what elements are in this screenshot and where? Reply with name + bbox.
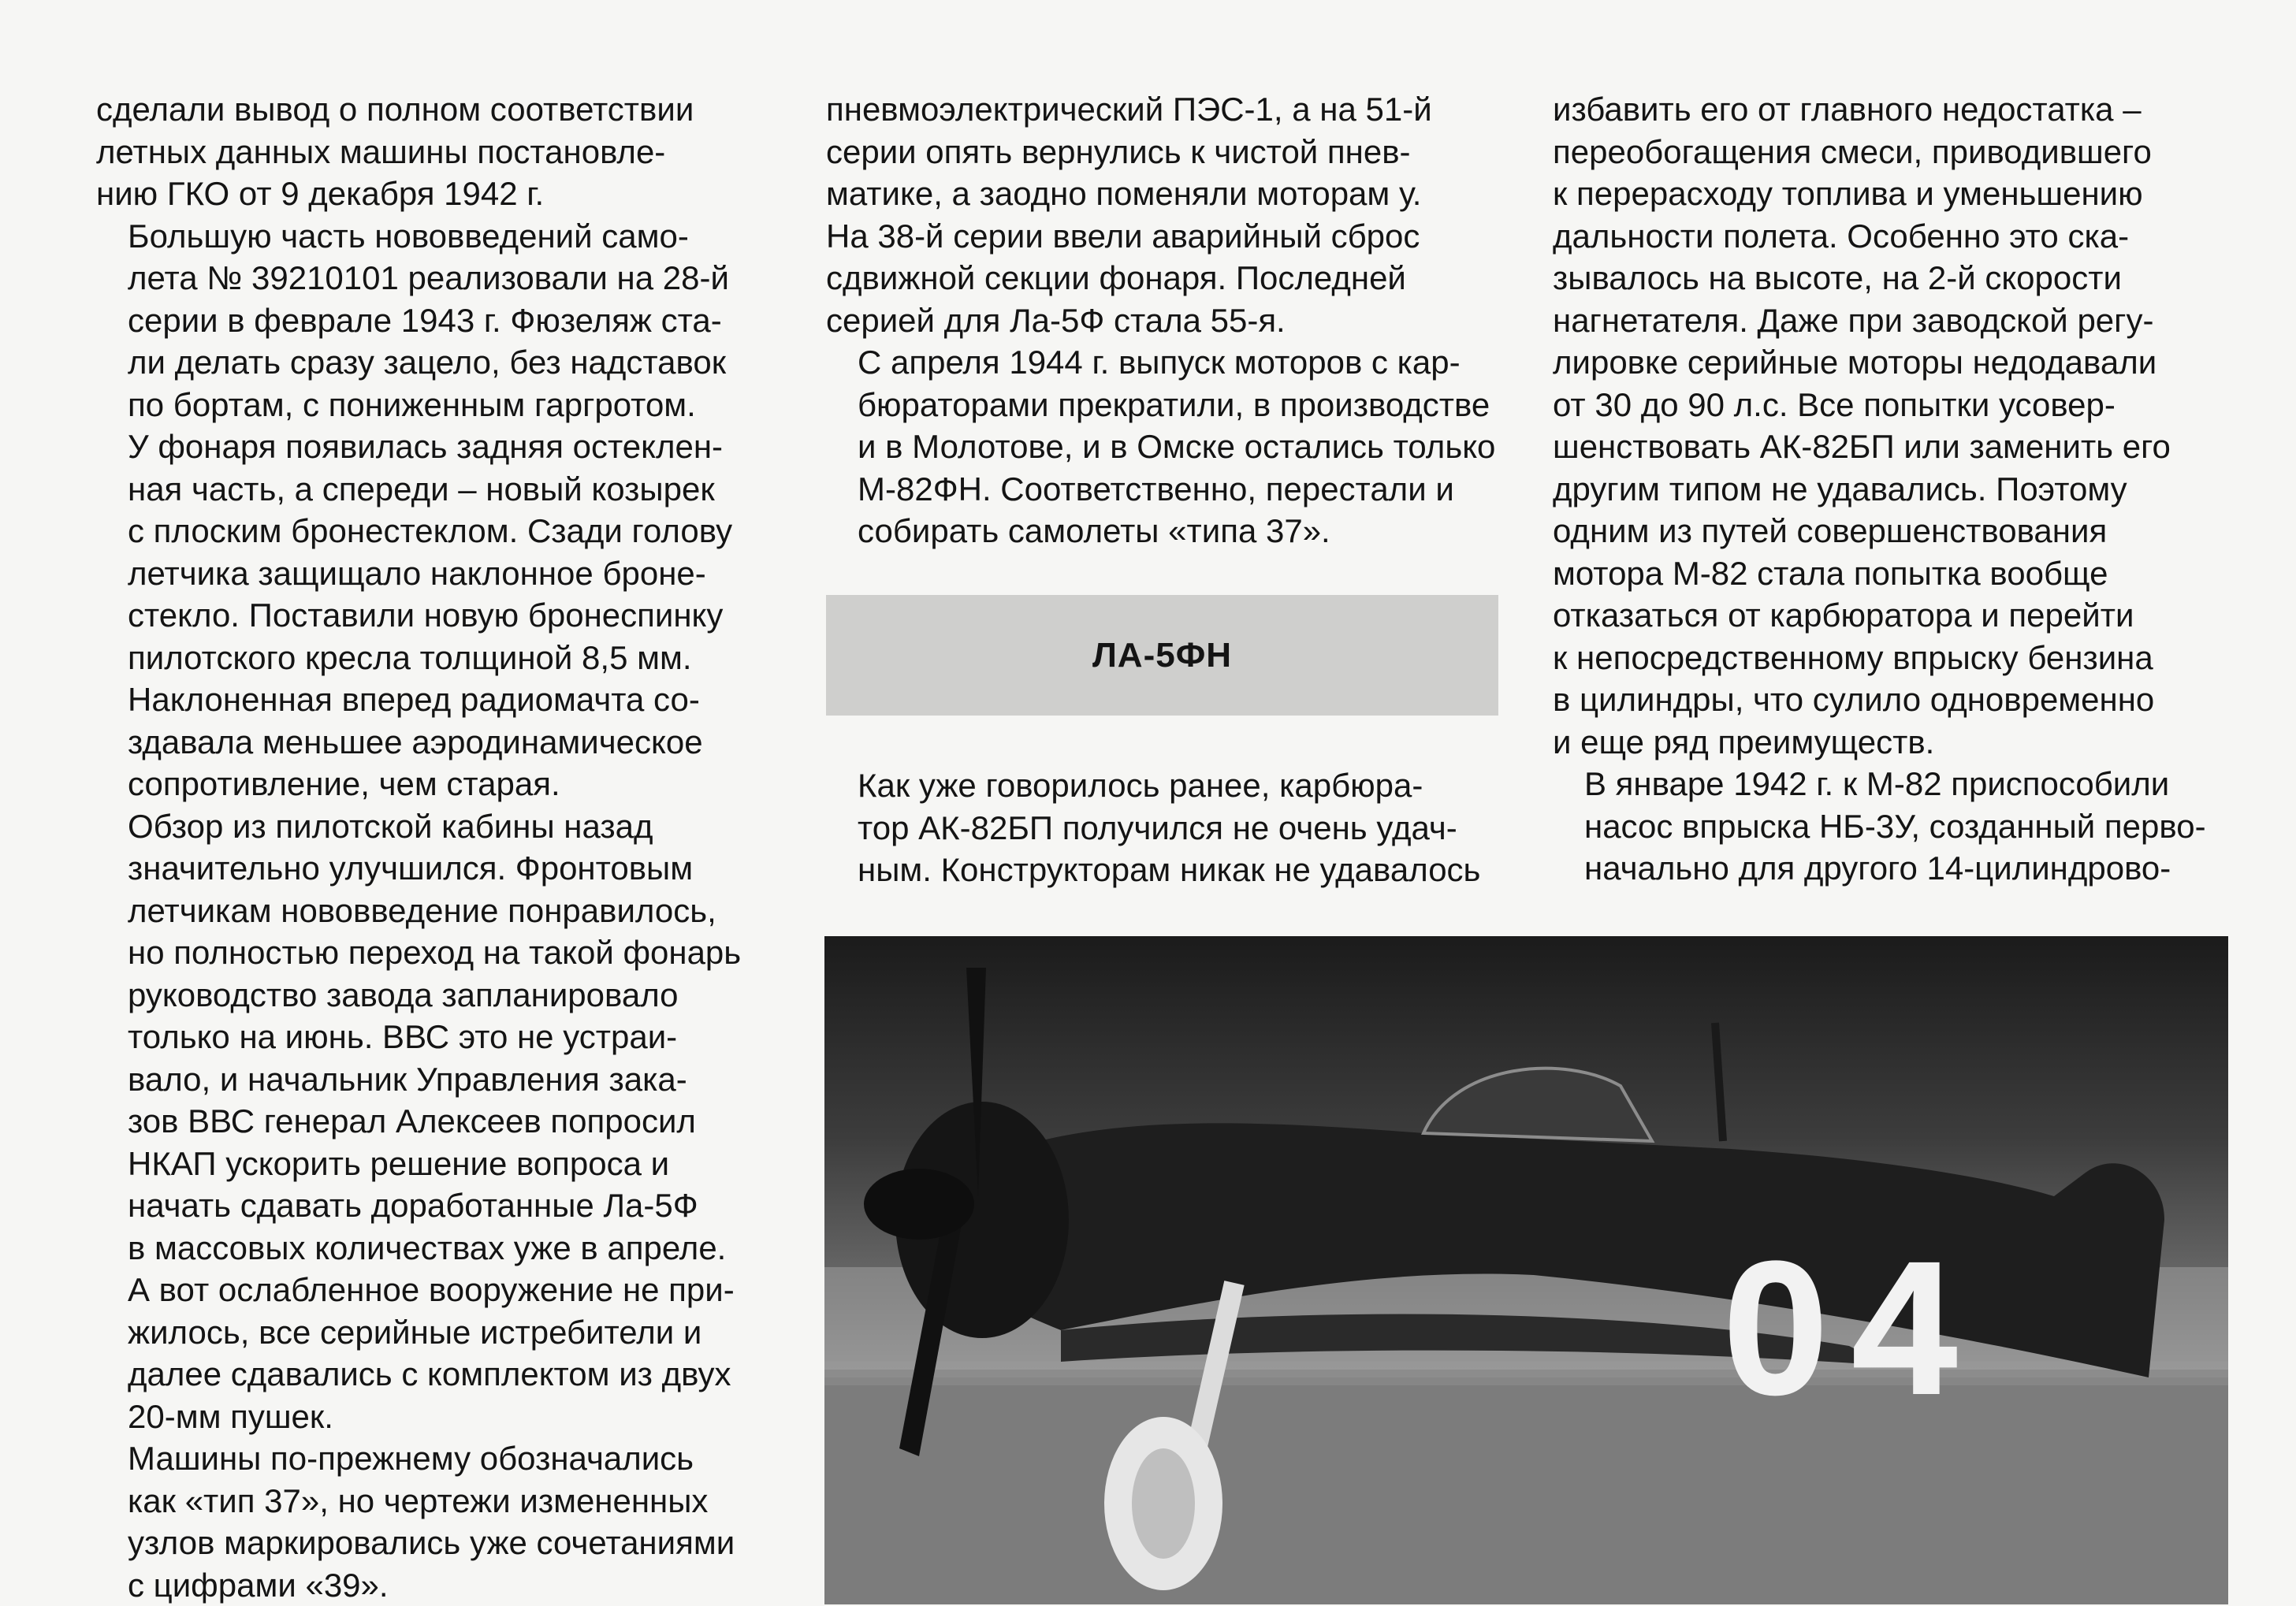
text-line: зов ВВС генерал Алексеев попросил bbox=[96, 1100, 768, 1143]
text-line: собирать самолеты «типа 37». bbox=[826, 510, 1498, 552]
text-line: ная часть, а спереди – новый козырек bbox=[96, 468, 768, 511]
text-line: значительно улучшился. Фронтовым bbox=[96, 847, 768, 890]
text-line: В январе 1942 г. к М-82 приспособили bbox=[1553, 763, 2224, 805]
text-line: На 38-й серии ввели аварийный сброс bbox=[826, 215, 1498, 258]
text-line: насос впрыска НБ-3У, созданный перво- bbox=[1553, 805, 2224, 848]
paragraph bbox=[826, 88, 1498, 341]
text-line: мотора М-82 стала попытка вообще bbox=[1553, 552, 2224, 595]
text-line: У фонаря появилась задняя остеклен- bbox=[96, 426, 768, 468]
text-line: с плоским бронестеклом. Сзади голову bbox=[96, 510, 768, 552]
text-line: вало, и начальник Управления зака- bbox=[96, 1058, 768, 1101]
paragraph bbox=[96, 88, 768, 215]
text-line: бюраторами прекратили, в производстве bbox=[826, 384, 1498, 426]
text-line: переобогащения смеси, приводившего bbox=[1553, 131, 2224, 173]
text-line: и еще ряд преимуществ. bbox=[1553, 721, 2224, 764]
text-line: НКАП ускорить решение вопроса и bbox=[96, 1143, 768, 1185]
text-line: избавить его от главного недостатка – bbox=[1553, 88, 2224, 131]
text-line: в цилиндры, что сулило одновременно bbox=[1553, 678, 2224, 721]
text-column-3 bbox=[1553, 88, 2224, 890]
text-line: Обзор из пилотской кабины назад bbox=[96, 805, 768, 848]
section-heading: ЛА-5ФН bbox=[1092, 636, 1232, 675]
text-line: нию ГКО от 9 декабря 1942 г. bbox=[96, 173, 768, 215]
section-heading-box bbox=[826, 595, 1498, 716]
paragraph bbox=[1553, 88, 2224, 763]
text-column-2 bbox=[826, 88, 1498, 552]
text-line: летчика защищало наклонное броне- bbox=[96, 552, 768, 595]
text-line: другим типом не удавались. Поэтому bbox=[1553, 468, 2224, 511]
text-line: лировке серийные моторы недодавали bbox=[1553, 341, 2224, 384]
paragraph bbox=[826, 764, 1498, 891]
text-line: А вот ослабленное вооружение не при- bbox=[96, 1269, 768, 1311]
text-line: сдвижной секции фонаря. Последней bbox=[826, 257, 1498, 299]
text-line: жилось, все серийные истребители и bbox=[96, 1311, 768, 1354]
text-line: Машины по-прежнему обозначались bbox=[96, 1437, 768, 1480]
text-line: серии в феврале 1943 г. Фюзеляж ста- bbox=[96, 299, 768, 342]
text-line: ным. Конструкторам никак не удавалось bbox=[826, 849, 1498, 891]
text-line: с цифрами «39». bbox=[96, 1564, 768, 1606]
text-line: начать сдавать доработанные Ла-5Ф bbox=[96, 1184, 768, 1227]
text-column-1 bbox=[96, 88, 768, 1606]
text-line: ли делать сразу зацело, без надставок bbox=[96, 341, 768, 384]
text-line: М-82ФН. Соответственно, перестали и bbox=[826, 468, 1498, 511]
text-line: к непосредственному впрыску бензина bbox=[1553, 637, 2224, 679]
text-line: как «тип 37», но чертежи измененных bbox=[96, 1480, 768, 1522]
text-line: пневмоэлектрический ПЭС-1, а на 51-й bbox=[826, 88, 1498, 131]
aircraft-photo bbox=[824, 936, 2228, 1604]
tail-number: 04 bbox=[1723, 1222, 1981, 1433]
paragraph bbox=[1553, 763, 2224, 890]
text-line: серией для Ла-5Ф стала 55-я. bbox=[826, 299, 1498, 342]
text-line: 20-мм пушек. bbox=[96, 1396, 768, 1438]
text-line: нагнетателя. Даже при заводской регу- bbox=[1553, 299, 2224, 342]
text-line: только на июнь. ВВС это не устраи- bbox=[96, 1016, 768, 1058]
text-line: далее сдавались с комплектом из двух bbox=[96, 1353, 768, 1396]
text-line: серии опять вернулись к чистой пнев- bbox=[826, 131, 1498, 173]
text-line: летчикам нововведение понравилось, bbox=[96, 890, 768, 932]
la-5fn-aircraft-illustration bbox=[824, 936, 2228, 1604]
text-line: сопротивление, чем старая. bbox=[96, 763, 768, 805]
text-line: здавала меньшее аэродинамическое bbox=[96, 721, 768, 764]
text-line: к перерасходу топлива и уменьшению bbox=[1553, 173, 2224, 215]
text-line: тор АК-82БП получился не очень удач- bbox=[826, 807, 1498, 849]
text-line: отказаться от карбюратора и перейти bbox=[1553, 594, 2224, 637]
text-line: Наклоненная вперед радиомачта со- bbox=[96, 678, 768, 721]
text-line: но полностью переход на такой фонарь bbox=[96, 931, 768, 974]
text-line: одним из путей совершенствования bbox=[1553, 510, 2224, 552]
text-line: летных данных машины постановле- bbox=[96, 131, 768, 173]
text-line: начально для другого 14-цилиндрово- bbox=[1553, 847, 2224, 890]
text-line: пилотского кресла толщиной 8,5 мм. bbox=[96, 637, 768, 679]
text-line: лета № 39210101 реализовали на 28-й bbox=[96, 257, 768, 299]
text-line: стекло. Поставили новую бронеспинку bbox=[96, 594, 768, 637]
text-line: дальности полета. Особенно это ска- bbox=[1553, 215, 2224, 258]
text-line: и в Молотове, и в Омске остались только bbox=[826, 426, 1498, 468]
paragraph bbox=[96, 215, 768, 805]
paragraph bbox=[96, 805, 768, 1438]
text-line: по бортам, с пониженным гаргротом. bbox=[96, 384, 768, 426]
text-line: Как уже говорилось ранее, карбюра- bbox=[826, 764, 1498, 807]
text-line: в массовых количествах уже в апреле. bbox=[96, 1227, 768, 1270]
text-line: матике, а заодно поменяли моторам у. bbox=[826, 173, 1498, 215]
text-line: Большую часть нововведений само- bbox=[96, 215, 768, 258]
text-column-2-continued bbox=[826, 764, 1498, 891]
text-line: руководство завода запланировало bbox=[96, 974, 768, 1017]
text-line: сделали вывод о полном соответствии bbox=[96, 88, 768, 131]
text-line: узлов маркировались уже сочетаниями bbox=[96, 1522, 768, 1564]
paragraph bbox=[826, 341, 1498, 552]
text-line: зывалось на высоте, на 2-й скорости bbox=[1553, 257, 2224, 299]
paragraph bbox=[96, 1437, 768, 1606]
text-line: шенствовать АК-82БП или заменить его bbox=[1553, 426, 2224, 468]
text-line: от 30 до 90 л.с. Все попытки усовер- bbox=[1553, 384, 2224, 426]
text-line: С апреля 1944 г. выпуск моторов с кар- bbox=[826, 341, 1498, 384]
